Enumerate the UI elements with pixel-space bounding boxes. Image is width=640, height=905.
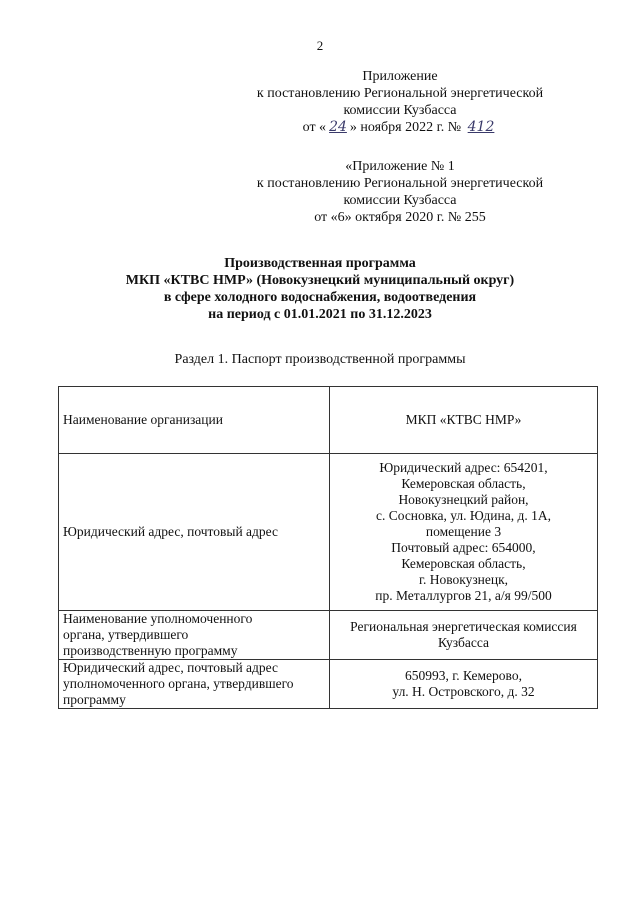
table-row <box>59 387 598 454</box>
label-line: органа, утвердившего <box>63 627 189 642</box>
appendix-original-line: от «6» октября 2020 г. № 255 <box>314 210 486 225</box>
date-prefix: от « <box>302 120 327 135</box>
value-line: Новокузнецкий район, <box>398 492 529 507</box>
label-line: Наименование уполномоченного <box>63 611 253 626</box>
label-line: уполномоченного органа, утвердившего <box>63 676 294 691</box>
appendix-line: к постановлению Региональной энергетической <box>256 86 544 101</box>
appendix-original-line: к постановлению Региональной энергетической <box>256 176 544 191</box>
handwritten-day: 24 <box>329 119 347 135</box>
label-line: программу <box>63 692 126 707</box>
value-line: Региональная энергетическая комиссия <box>350 619 577 634</box>
value-line: 650993, г. Кемерово, <box>405 668 522 683</box>
row-value <box>330 611 598 660</box>
value-line: Кемеровская область, <box>401 476 526 491</box>
label-line: Юридический адрес, почтовый адрес <box>63 660 278 675</box>
value-line: г. Новокузнецк, <box>418 572 509 587</box>
section-heading: Раздел 1. Паспорт производственной программы <box>174 352 466 367</box>
label-line: Юридический адрес, почтовый адрес <box>63 524 278 539</box>
page-number: 2 <box>316 38 324 53</box>
handwritten-number: 412 <box>467 119 495 135</box>
value-line: с. Сосновка, ул. Юдина, д. 1А, <box>375 508 551 523</box>
appendix-original-header <box>210 158 590 226</box>
title-line: в сфере холодного водоснабжения, водоотведения <box>163 290 477 305</box>
title-line: МКП «КТВС НМР» (Новокузнецкий муниципальный округ) <box>125 273 515 288</box>
value-line: ул. Н. Островского, д. 32 <box>392 684 535 699</box>
value-line: пр. Металлургов 21, а/я 99/500 <box>375 588 552 603</box>
row-label <box>59 660 330 709</box>
row-label <box>59 454 330 611</box>
appendix-date-line <box>210 119 590 136</box>
value-line: Кузбасса <box>437 635 490 650</box>
value-line: МКП «КТВС НМР» <box>405 412 522 427</box>
table-row <box>59 611 598 660</box>
value-line: Кемеровская область, <box>401 556 526 571</box>
appendix-original-line: комиссии Кузбасса <box>343 193 457 208</box>
appendix-line: комиссии Кузбасса <box>343 103 457 118</box>
value-line: Юридический адрес: 654201, <box>379 460 548 475</box>
label-line: производственную программу <box>63 643 238 658</box>
appendix-line: Приложение <box>362 69 438 84</box>
appendix-header <box>210 68 590 136</box>
title-line: на период с 01.01.2021 по 31.12.2023 <box>208 307 432 322</box>
value-line: Почтовый адрес: 654000, <box>391 540 536 555</box>
row-value <box>330 387 598 454</box>
row-value <box>330 454 598 611</box>
row-label <box>59 611 330 660</box>
passport-table <box>58 386 598 709</box>
row-value <box>330 660 598 709</box>
document-title <box>0 255 640 323</box>
appendix-original-line: «Приложение № 1 <box>345 159 455 174</box>
title-line: Производственная программа <box>224 256 416 271</box>
label-line: Наименование организации <box>63 412 223 427</box>
table-row <box>59 454 598 611</box>
table-row <box>59 660 598 709</box>
date-mid: » ноября 2022 г. № <box>349 120 462 135</box>
value-line: помещение 3 <box>425 524 502 539</box>
row-label <box>59 387 330 454</box>
